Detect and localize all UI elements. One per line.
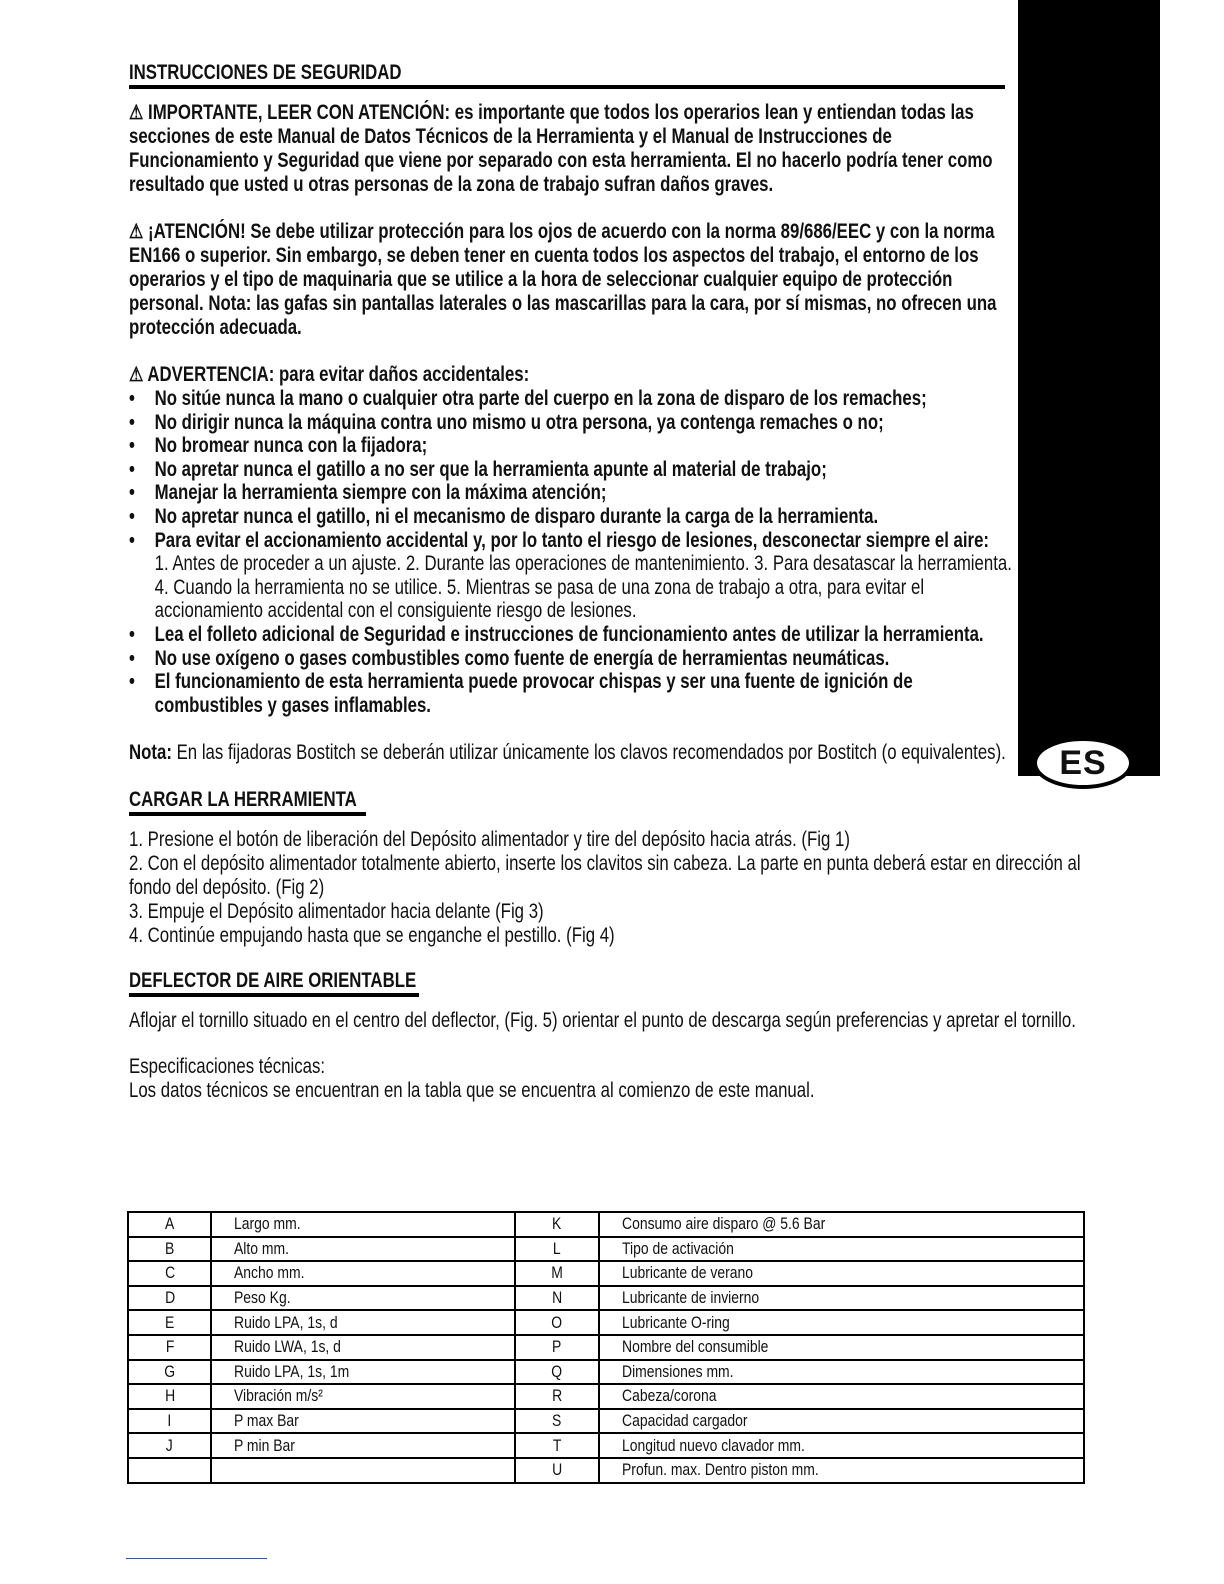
table-row	[128, 1261, 1084, 1286]
spec-description-cell: Tipo de activación	[599, 1237, 1084, 1262]
spec-description-cell: Lubricante de invierno	[599, 1286, 1084, 1311]
advertencia-block	[129, 363, 1019, 717]
loading-step: 1. Presione el botón de liberación del Depósito alimentador y tire del depósito hacia atrás. (Fig 1)	[129, 828, 850, 852]
spec-description-cell: Longitud nuevo clavador mm.	[599, 1433, 1084, 1458]
disconnect-air-detail: 1. Antes de proceder a un ajuste. 2. Durante las operaciones de mantenimiento. 3. Para desatascar la herramienta. 4. Cuando la herramienta no se utilice. 5. Mientras se pasa de una zona de trabajo a otra, para evitar el accionamiento accidental con el consiguiente riesgo de lesiones.	[154, 552, 1012, 623]
spec-description-cell: Profun. max. Dentro piston mm.	[599, 1458, 1084, 1483]
spec-description-cell: Nombre del consumible	[599, 1335, 1084, 1360]
table-row	[128, 1212, 1084, 1237]
spec-code-cell: D	[128, 1286, 211, 1311]
spec-code-cell: F	[128, 1335, 211, 1360]
attention-text: ¡ATENCIÓN! Se debe utilizar protección para los ojos de acuerdo con la norma 89/686/EEC y con la norma EN166 o superior. Sin embargo, se deben tener en cuenta todos los aspectos del trabajo, el entorno de los operarios y el tipo de maquinaria que se utilice a la hora de seleccionar cualquier equipo de protección personal. Nota: las gafas sin pantallas laterales o las mascarillas para la cara, por sí mismas, no ofrecen una protección adecuada.	[129, 220, 997, 339]
table-row	[128, 1360, 1084, 1385]
spec-description-cell: Vibración m/s²	[211, 1384, 515, 1409]
safety-section	[129, 60, 1019, 85]
spec-code-cell: M	[515, 1261, 599, 1286]
spec-description-cell: Ruido LPA, 1s, d	[211, 1310, 515, 1335]
table-row	[128, 1433, 1084, 1458]
spec-code-cell: O	[515, 1310, 599, 1335]
note-block	[129, 741, 1019, 765]
list-item: • No bromear nunca con la fijadora;	[129, 434, 428, 458]
loading-section	[129, 787, 1081, 948]
loading-heading-rule	[129, 812, 366, 816]
spec-code-cell: N	[515, 1286, 599, 1311]
footer-rule	[126, 1558, 267, 1559]
spec-code-cell: E	[128, 1310, 211, 1335]
spec-code-cell	[128, 1458, 211, 1483]
page-content	[129, 60, 1081, 1103]
language-badge	[1033, 737, 1133, 789]
language-code: ES	[1059, 743, 1107, 782]
deflector-text: Aflojar el tornillo situado en el centro del deflector, (Fig. 5) orientar el punto de descarga según preferencias y apretar el tornillo.	[129, 1009, 1076, 1033]
spec-code-cell: H	[128, 1384, 211, 1409]
warning-triangle-icon: ⚠	[129, 102, 144, 124]
safety-bullet-list	[129, 387, 1019, 717]
spec-description-cell: Dimensiones mm.	[599, 1360, 1084, 1385]
loading-step: 2. Con el depósito alimentador totalmente abierto, inserte los clavitos sin cabeza. La parte en punta deberá estar en dirección al fondo del depósito. (Fig 2)	[129, 852, 1081, 900]
table-row	[128, 1237, 1084, 1262]
deflector-heading: DEFLECTOR DE AIRE ORIENTABLE	[129, 969, 417, 993]
spec-code-cell: U	[515, 1458, 599, 1483]
important-block	[129, 101, 1019, 197]
table-row	[128, 1384, 1084, 1409]
advertencia-text: ADVERTENCIA: para evitar daños accidentales:	[147, 363, 530, 386]
spec-description-cell: Ancho mm.	[211, 1261, 515, 1286]
specs-table	[127, 1211, 1085, 1484]
specs-text: Los datos técnicos se encuentran en la tabla que se encuentra al comienzo de este manual.	[129, 1079, 815, 1103]
list-item: • Lea el folleto adicional de Seguridad e instrucciones de funcionamiento antes de utilizar la herramienta.	[129, 622, 984, 646]
spec-code-cell: Q	[515, 1360, 599, 1385]
list-item: • Para evitar el accionamiento accidental y, por lo tanto el riesgo de lesiones, desconectar siempre el aire: 1. Antes de proceder a un ajuste. 2. Durante las operaciones de mantenimiento. 3. Para desatascar la herramienta. 4. Cuando la herramienta no se utilice. 5. Mientras se pasa de una zona de trabajo a otra, para evitar el accionamiento accidental con el consiguiente riesgo de lesiones.	[129, 528, 1012, 623]
deflector-heading-rule	[129, 993, 419, 997]
list-item: • No apretar nunca el gatillo a no ser que la herramienta apunte al material de trabajo;	[129, 457, 827, 481]
deflector-section	[129, 968, 1076, 1033]
spec-description-cell: Peso Kg.	[211, 1286, 515, 1311]
warning-triangle-icon: ⚠	[129, 221, 144, 243]
list-item: • No dirigir nunca la máquina contra uno mismo u otra persona, ya contenga remaches o no;	[129, 410, 884, 434]
spec-description-cell: Consumo aire disparo @ 5.6 Bar	[599, 1212, 1084, 1237]
spec-description-cell: P max Bar	[211, 1409, 515, 1434]
safety-heading-rule	[129, 85, 1005, 89]
list-item: • El funcionamiento de esta herramienta puede provocar chispas y ser una fuente de ignición de combustibles y gases inflamables.	[129, 670, 913, 717]
spec-code-cell: J	[128, 1433, 211, 1458]
spec-code-cell: B	[128, 1237, 211, 1262]
important-text: es importante que todos los operarios lean y entiendan todas las secciones de este Manual de Datos Técnicos de la Herramienta y el Manual de Instrucciones de Funcionamiento y Seguridad que viene por separado con esta herramienta. El no hacerlo podría tener como resultado que usted u otras personas de la zona de trabajo sufran daños graves.	[129, 101, 993, 196]
spec-code-cell: S	[515, 1409, 599, 1434]
list-item: • Manejar la herramienta siempre con la máxima atención;	[129, 481, 607, 505]
spec-description-cell: Ruido LWA, 1s, d	[211, 1335, 515, 1360]
spec-code-cell: A	[128, 1212, 211, 1237]
spec-code-cell: C	[128, 1261, 211, 1286]
spec-code-cell: I	[128, 1409, 211, 1434]
table-row	[128, 1335, 1084, 1360]
note-text: En las fijadoras Bostitch se deberán utilizar únicamente los clavos recomendados por Bostitch (o equivalentes).	[171, 741, 1006, 765]
table-row	[128, 1409, 1084, 1434]
table-row	[128, 1458, 1084, 1483]
loading-step: 4. Continúe empujando hasta que se enganche el pestillo. (Fig 4)	[129, 924, 615, 948]
spec-description-cell	[211, 1458, 515, 1483]
warning-triangle-icon: ⚠	[129, 364, 144, 386]
list-item: • No sitúe nunca la mano o cualquier otra parte del cuerpo en la zona de disparo de los remaches;	[129, 387, 927, 410]
spec-code-cell: T	[515, 1433, 599, 1458]
spec-code-cell: K	[515, 1212, 599, 1237]
spec-code-cell: L	[515, 1237, 599, 1262]
specs-heading: Especificaciones técnicas:	[129, 1055, 326, 1079]
table-row	[128, 1286, 1084, 1311]
spec-code-cell: P	[515, 1335, 599, 1360]
note-label: Nota:	[129, 741, 172, 765]
spec-description-cell: Cabeza/corona	[599, 1384, 1084, 1409]
safety-heading: INSTRUCCIONES DE SEGURIDAD	[129, 61, 402, 84]
important-label: IMPORTANTE, LEER CON ATENCIÓN:	[148, 101, 451, 124]
spec-description-cell: Alto mm.	[211, 1237, 515, 1262]
spec-description-cell: Ruido LPA, 1s, 1m	[211, 1360, 515, 1385]
spec-description-cell: Capacidad cargador	[599, 1409, 1084, 1434]
loading-heading: CARGAR LA HERRAMIENTA	[129, 788, 357, 812]
spec-description-cell: P min Bar	[211, 1433, 515, 1458]
spec-code-cell: G	[128, 1360, 211, 1385]
table-row	[128, 1310, 1084, 1335]
spec-description-cell: Lubricante O-ring	[599, 1310, 1084, 1335]
spec-description-cell: Largo mm.	[211, 1212, 515, 1237]
attention-block	[129, 220, 1019, 340]
list-item: • No use oxígeno o gases combustibles como fuente de energía de herramientas neumáticas.	[129, 646, 890, 670]
spec-code-cell: R	[515, 1384, 599, 1409]
specs-section	[129, 1055, 1081, 1103]
loading-step: 3. Empuje el Depósito alimentador hacia delante (Fig 3)	[129, 900, 544, 924]
spec-description-cell: Lubricante de verano	[599, 1261, 1084, 1286]
list-item: • No apretar nunca el gatillo, ni el mecanismo de disparo durante la carga de la herramienta.	[129, 504, 879, 528]
language-side-tab	[1018, 0, 1160, 776]
